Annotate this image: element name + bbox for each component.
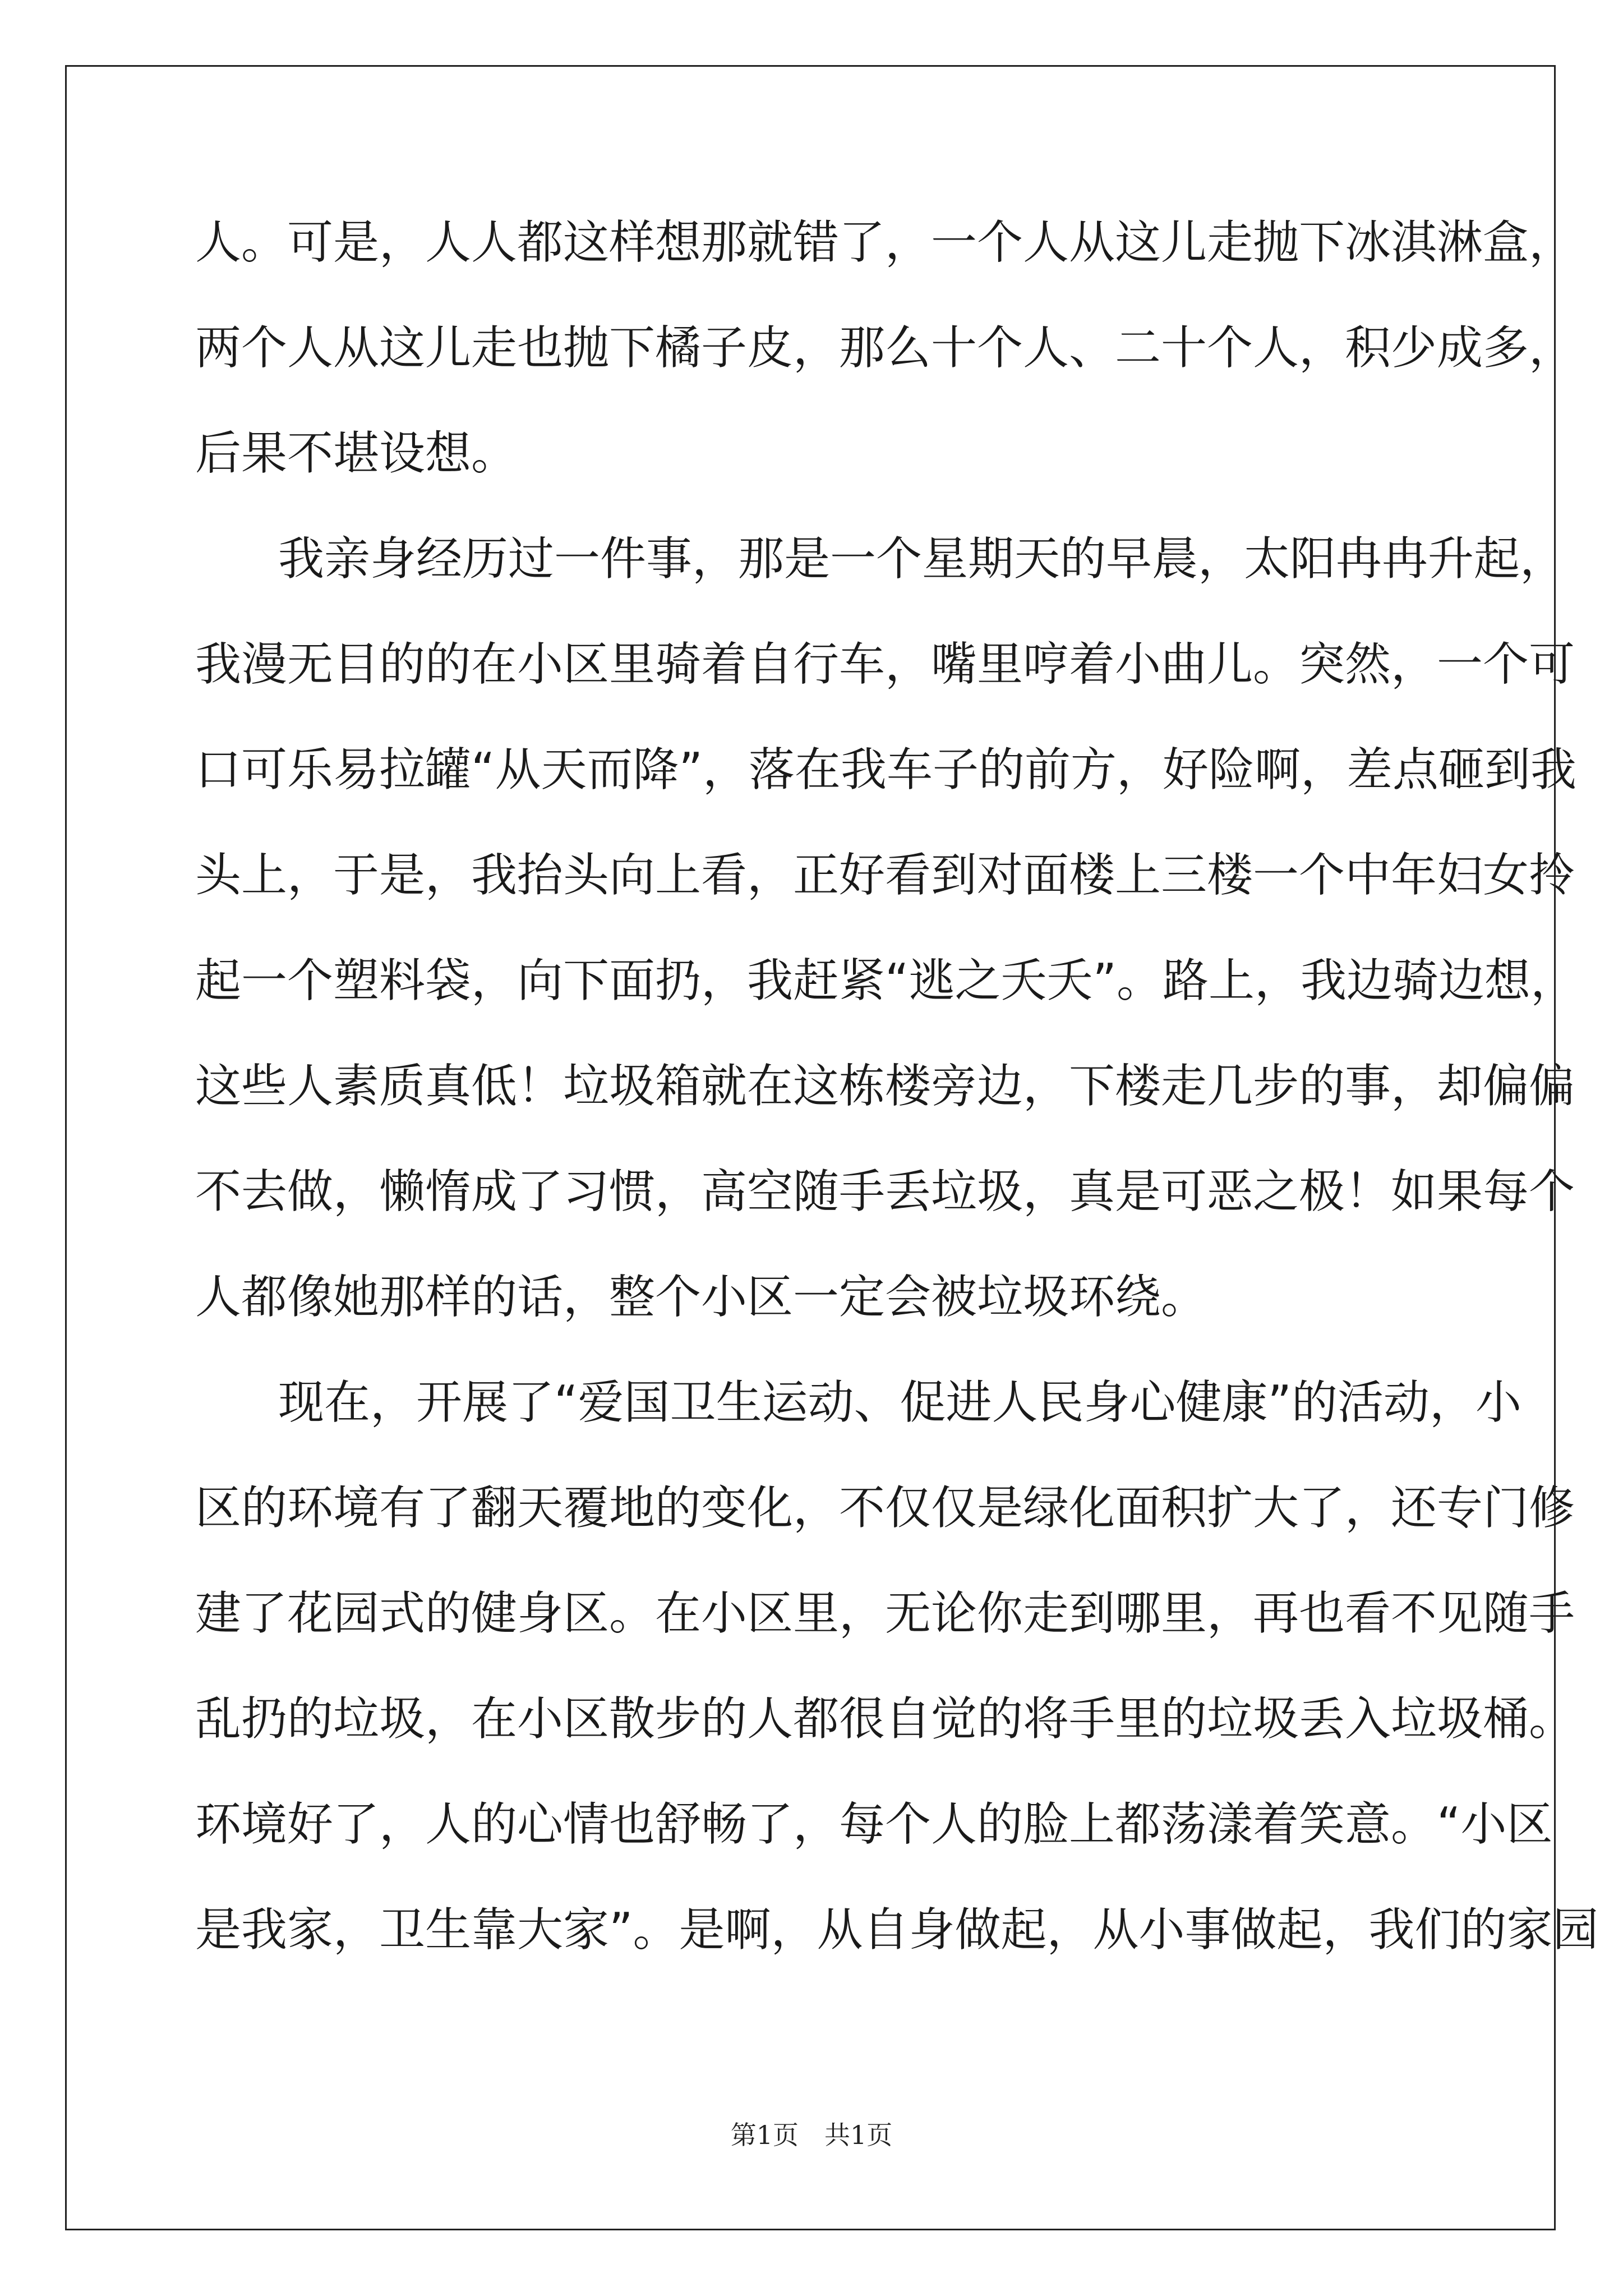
text-line: 起一个塑料袋，向下面扔，我赶紧“逃之夭夭”。路上，我边骑边想， bbox=[195, 954, 1576, 1007]
text-line: 人都像她那样的话，整个小区一定会被垃圾环绕。 bbox=[195, 1271, 1207, 1324]
paragraph-first-line: 现在，开展了“爱国卫生运动、促进人民身心健康”的活动，小 bbox=[278, 1376, 1521, 1429]
text-line: 不去做，懒惰成了习惯，高空随手丢垃圾，真是可恶之极！如果每个 bbox=[195, 1165, 1575, 1218]
text-line: 人。可是，人人都这样想那就错了，一个人从这儿走抛下冰淇淋盒， bbox=[195, 216, 1575, 269]
paragraph-first-line: 我亲身经历过一件事，那是一个星期天的早晨，太阳冉冉升起， bbox=[278, 532, 1566, 586]
page-number: 第1页 共1页 bbox=[730, 2120, 893, 2150]
text-line: 这些人素质真低！垃圾箱就在这栋楼旁边，下楼走几步的事，却偏偏 bbox=[195, 1060, 1575, 1113]
text-line: 建了花园式的健身区。在小区里，无论你走到哪里，再也看不见随手 bbox=[195, 1587, 1575, 1640]
text-line: 后果不堪设想。 bbox=[195, 427, 518, 480]
text-line: 乱扔的垃圾，在小区散步的人都很自觉的将手里的垃圾丢入垃圾桶。 bbox=[195, 1692, 1575, 1746]
text-line: 是我家，卫生靠大家”。是啊，从自身做起，从小事做起，我们的家园 bbox=[195, 1903, 1599, 1957]
text-line: 口可乐易拉罐“从天而降”，落在我车子的前方，好险啊，差点砸到我 bbox=[195, 743, 1576, 797]
text-line: 两个人从这儿走也抛下橘子皮，那么十个人、二十个人，积少成多， bbox=[195, 321, 1575, 375]
text-line: 区的环境有了翻天覆地的变化，不仅仅是绿化面积扩大了，还专门修 bbox=[195, 1481, 1575, 1535]
text-line: 我漫无目的的在小区里骑着自行车，嘴里哼着小曲儿。突然，一个可 bbox=[195, 638, 1575, 691]
text-line: 环境好了，人的心情也舒畅了，每个人的脸上都荡漾着笑意。“小区 bbox=[195, 1798, 1553, 1851]
text-line: 头上，于是，我抬头向上看，正好看到对面楼上三楼一个中年妇女拎 bbox=[195, 849, 1575, 902]
